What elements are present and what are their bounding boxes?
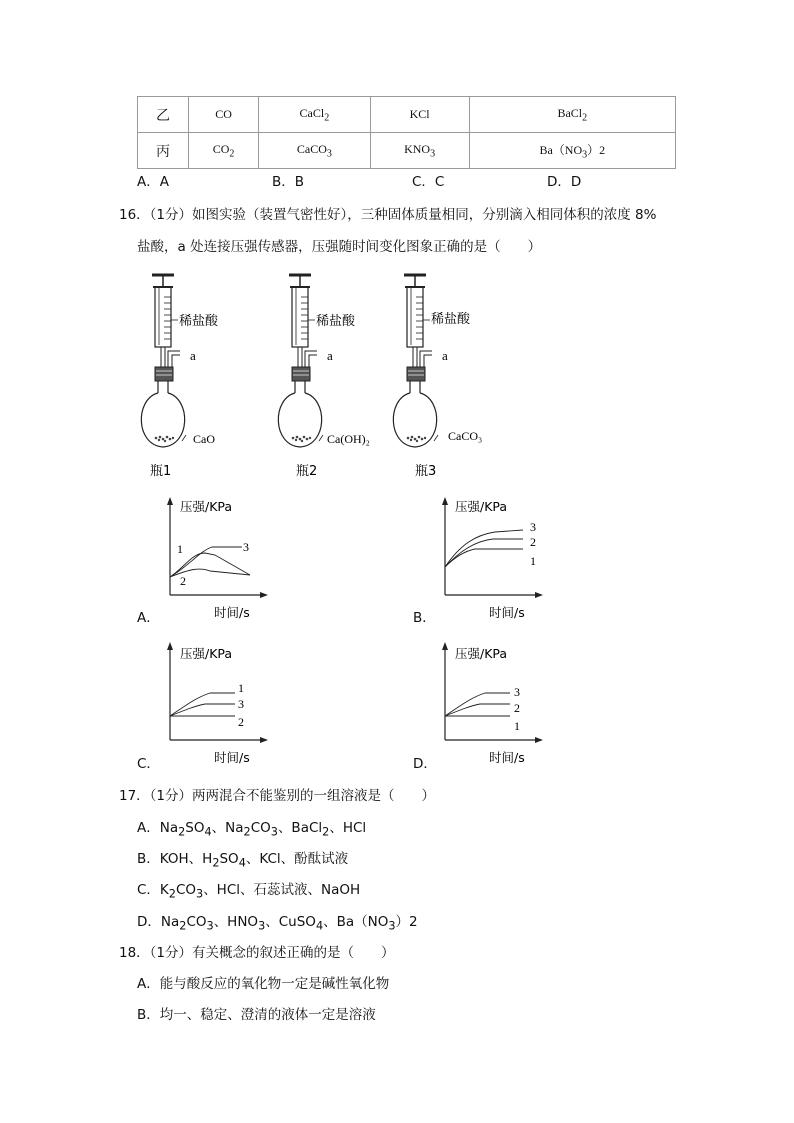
table-cell: $CO_2$ <box>189 133 259 169</box>
acid-label: 稀盐酸 <box>316 314 356 329</box>
curve-label: 3 <box>514 685 520 699</box>
table-row <box>138 133 676 169</box>
solid-label: CaCO₃ <box>448 429 483 443</box>
table-cell: CaCl$_2$ <box>259 97 370 133</box>
solid-label: CaO <box>193 432 215 446</box>
q17-option-d[interactable]: D．$Na_2CO_3$、$HNO_3$、CuSO$_4$、$Ba(NO_3)2$ <box>137 914 418 933</box>
curve-label: 2 <box>530 535 536 549</box>
flask-name: 瓶2 <box>296 464 318 479</box>
curve-label: 3 <box>243 540 249 554</box>
table-cell: CaCO$_3$ <box>259 133 370 169</box>
curve-label: 1 <box>530 554 536 568</box>
flask-diagram <box>130 265 510 480</box>
x-axis-label: 时间/s <box>489 605 525 620</box>
table-cell: KCl <box>370 97 469 133</box>
answer-table <box>137 96 676 169</box>
curve-label: 3 <box>238 697 244 711</box>
curve-label: 2 <box>238 715 244 729</box>
option-a[interactable]: A．A <box>137 174 169 190</box>
graph-d-letter[interactable]: D． <box>413 756 437 772</box>
x-axis-label: 时间/s <box>489 750 525 765</box>
table-cell: $Ba(NO_3)2$ <box>469 133 675 169</box>
table-cell: 丙 <box>138 133 189 169</box>
table-cell: 乙 <box>138 97 189 133</box>
curve-label: 1 <box>238 681 244 695</box>
q17-stem: 17．（1分）两两混合不能鉴别的一组溶液是（ ） <box>119 788 436 804</box>
flask-name: 瓶3 <box>415 464 437 479</box>
curve-label: 2 <box>180 574 186 588</box>
curve-label: 1 <box>177 542 183 556</box>
q17-option-a[interactable]: A．$Na_2SO_4$、$Na_2CO_3$、BaCl$_2$、HCl <box>137 820 367 839</box>
x-axis-label: 时间/s <box>214 750 250 765</box>
q18-option-b[interactable]: B．均一、稳定、澄清的液体一定是溶液 <box>137 1007 376 1023</box>
table-cell: BaCl$_2$ <box>469 97 675 133</box>
q18-option-a[interactable]: A．能与酸反应的氧化物一定是碱性氧化物 <box>137 976 390 992</box>
table-row <box>138 97 676 133</box>
curve-label: 1 <box>514 719 520 733</box>
graph-c-letter[interactable]: C． <box>137 756 160 772</box>
port-label: a <box>327 348 333 363</box>
x-axis-label: 时间/s <box>214 605 250 620</box>
graph-a-letter[interactable]: A． <box>137 610 160 626</box>
table-cell: $KNO_3$ <box>370 133 469 169</box>
option-b[interactable]: B．B <box>272 174 305 190</box>
q16-stem-line2: 盐酸，a 处连接压强传感器，压强随时间变化图象正确的是（ ） <box>137 239 542 255</box>
graph-b-letter[interactable]: B． <box>413 610 436 626</box>
curve-label: 2 <box>514 701 520 715</box>
port-label: a <box>442 348 448 363</box>
acid-label: 稀盐酸 <box>431 312 471 327</box>
q16-stem-line1: 16．（1分）如图实验（装置气密性好），三种固体质量相同，分别滴入相同体积的浓度 8% <box>119 207 657 223</box>
q18-stem: 18．（1分）有关概念的叙述正确的是（ ） <box>119 945 395 961</box>
solid-label: Ca(OH)₂ <box>327 432 370 446</box>
curve-label: 3 <box>530 520 536 534</box>
q17-option-b[interactable]: B．KOH、$H_2SO_4$、KCl、酚酞试液 <box>137 851 349 870</box>
flask-name: 瓶1 <box>150 464 172 479</box>
y-axis-label: 压强/KPa <box>455 646 508 661</box>
q17-option-c[interactable]: C．$K_2CO_3$、HCl、石蕊试液、NaOH <box>137 882 361 901</box>
port-label: a <box>190 348 196 363</box>
option-c[interactable]: C．C <box>412 174 445 190</box>
acid-label: 稀盐酸 <box>179 314 219 329</box>
y-axis-label: 压强/KPa <box>455 499 508 514</box>
table-cell: CO <box>189 97 259 133</box>
option-d[interactable]: D．D <box>547 174 582 190</box>
y-axis-label: 压强/KPa <box>180 499 233 514</box>
y-axis-label: 压强/KPa <box>180 646 233 661</box>
